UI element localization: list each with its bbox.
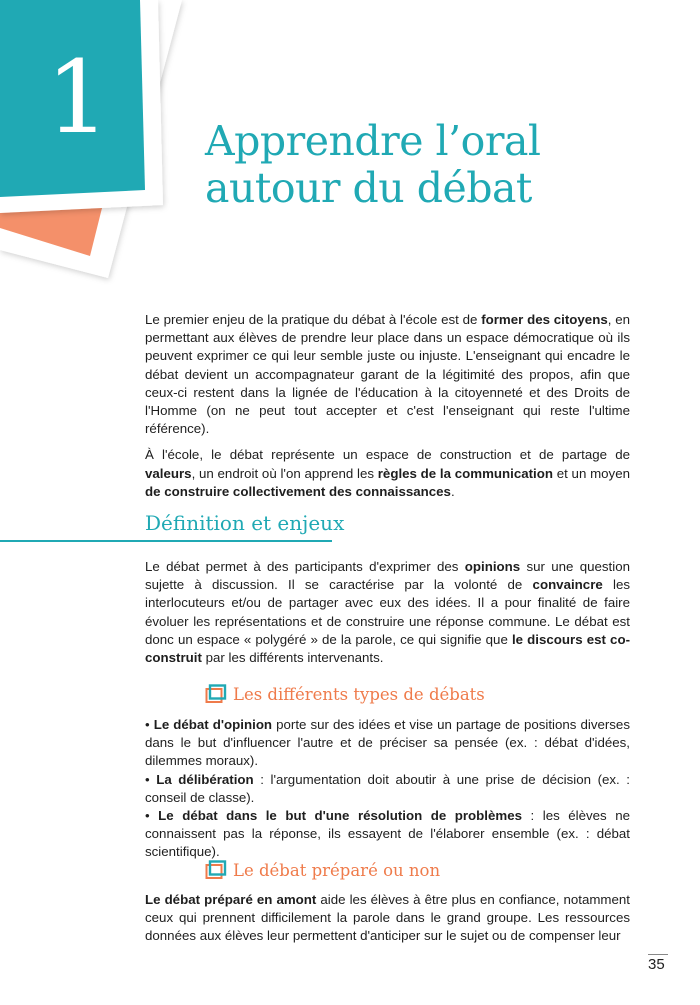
text-run: porte sur des idées et vise un partage de positions diverses dans le but d'influencer l'autre et de préciser sa pensée (ex. : débat d'idées, dilemmes moraux).	[145, 717, 630, 769]
text-run: et un moyen	[553, 465, 630, 481]
list-item	[145, 771, 630, 807]
chapter-title-line: autour du débat	[205, 164, 532, 212]
text-run: sur une question sujette à discussion. Il se caractérise par la volonté de	[145, 559, 630, 593]
bold-text: former des citoyens	[481, 312, 608, 327]
prepared-paragraph	[145, 891, 630, 946]
subheading-label: Les différents types de débats	[233, 684, 485, 704]
frames-icon	[205, 860, 227, 880]
text-run: Le débat permet à des participants d'exprimer des	[145, 559, 465, 574]
intro-paragraph	[145, 446, 630, 501]
bold-text: opinions	[464, 559, 521, 574]
bold-text: Le débat dans le but d'une résolution de problèmes	[158, 808, 523, 824]
page-number-rule	[648, 954, 668, 955]
types-list	[145, 716, 630, 862]
chapter-number: 1	[46, 39, 110, 156]
list-item	[145, 716, 630, 771]
text-run: : les élèves ne connaissent pas la réponse, ils essayent de l'élaborer ensemble (ex. : débat scientifique).	[145, 808, 630, 860]
section-heading: Définition et enjeux	[145, 511, 345, 535]
text-run: .	[450, 483, 455, 499]
chapter-title-line: Apprendre l’oral	[205, 117, 541, 165]
subheading-prepared	[205, 860, 440, 880]
bold-text: valeurs	[145, 465, 192, 481]
subheading-label: Le débat préparé ou non	[233, 860, 441, 880]
text-run: •	[145, 771, 157, 787]
frames-icon	[205, 684, 227, 704]
text-run: aide les élèves à être plus en confiance, notamment ceux qui prennent difficilement la parole dans le grand groupe. Les ressources données aux élèves leur permettent d'anticiper sur le sujet ou de compenser leur	[145, 892, 630, 944]
text-run: , un endroit où l'on apprend les	[191, 465, 378, 481]
bold-text: le discours est co-construit	[145, 631, 630, 666]
intro-text	[145, 311, 630, 501]
page-number: 35	[648, 956, 665, 973]
section-heading-rule	[0, 540, 332, 542]
definition-paragraph	[145, 558, 630, 667]
prepared-text	[145, 891, 630, 946]
text-run: les interlocuteurs et/ou de partager avec eux des idées. Il a pour finalité de faire évoluer les représentations et de construire une réponse commune. Le débat est donc un espace « polygéré » de la parole, ce qui signifie que	[145, 577, 630, 647]
subheading-types	[205, 684, 485, 704]
text-run: •	[145, 808, 159, 824]
bold-text: règles de la communication	[377, 465, 553, 481]
chapter-title	[205, 118, 541, 212]
list-item	[145, 807, 630, 862]
bold-text: Le débat d'opinion	[153, 717, 273, 732]
text-run: •	[145, 717, 154, 732]
text-run: Le premier enjeu de la pratique du débat à l'école est de	[145, 312, 482, 327]
bold-text: de construire collectivement des connaissances	[145, 483, 451, 499]
bold-text: convaincre	[532, 577, 603, 593]
text-run: : l'argumentation doit aboutir à une prise de décision (ex. : conseil de classe).	[145, 771, 630, 805]
intro-paragraph	[145, 311, 630, 438]
bold-text: Le débat préparé en amont	[145, 892, 317, 907]
text-run: À l'école, le débat représente un espace de construction et de partage de	[145, 447, 630, 463]
definition-text	[145, 558, 630, 667]
text-run: par les différents intervenants.	[201, 650, 384, 666]
text-run: , en permettant aux élèves de prendre leur place dans un espace démocratique où ils peuvent exprimer ce qui leur semble juste ou injuste. L'enseignant qui encadre le débat devient un accompagnateur garant de la légitimité des propos, afin que ceux-ci restent dans la lignée de l'éducation à la citoyenneté et des Droits de l'Homme (on ne peut tout accepter et c'est l'enseignant qui reste l'ultime référence).	[145, 312, 630, 437]
bold-text: La délibération	[156, 771, 254, 787]
